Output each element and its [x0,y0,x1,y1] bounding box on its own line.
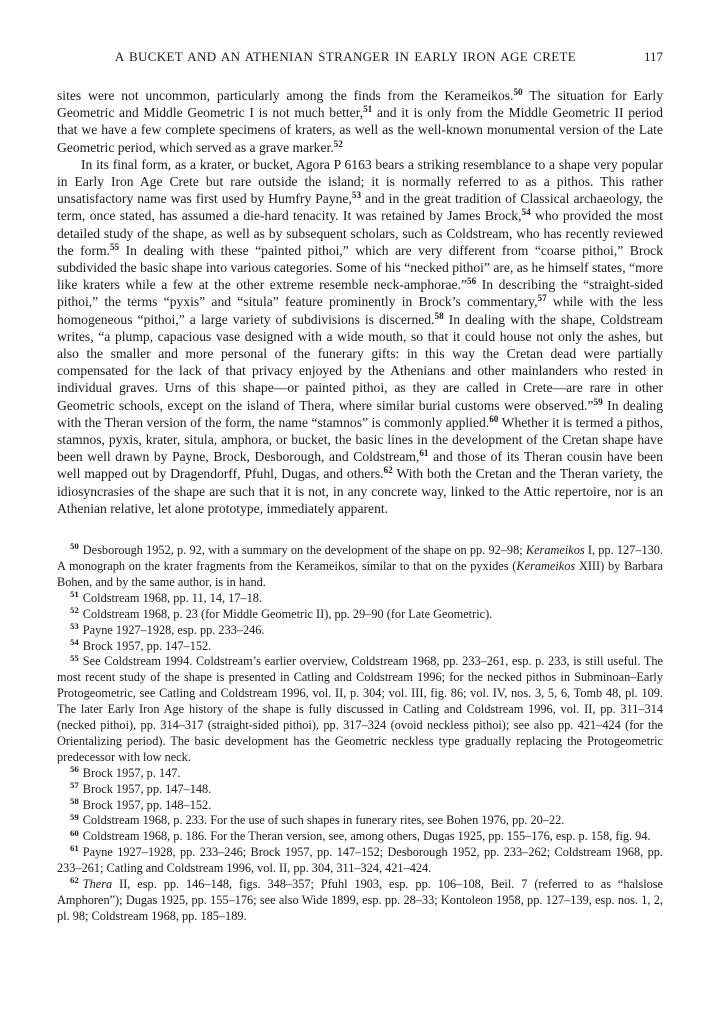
footnotes [57,543,663,925]
text-run: Coldstream 1968, p. 186. For the Theran version, see, among others, Dugas 1925, pp. 155–176, esp. p. 158, fig. 94. [82,829,651,844]
footnote-ref: 62 [383,465,393,476]
text-run: Payne 1927–1928, pp. 233–246; Brock 1957, pp. 147–152; Desborough 1952, pp. 233–262; Coldstream 1968, pp. 233–261; Catling and Coldstream 1996, vol. II, pp. 304, 311–324, 421–424. [57,845,663,876]
footnote-marker: 50 [70,541,79,552]
text-run: XIII) by Barbara Bohen, and by the same author, is in hand. [57,558,663,589]
text-run: Brock 1957, pp. 147–148. [82,781,212,796]
footnote-ref: 57 [537,293,547,304]
footnote-marker: 53 [70,620,79,631]
footnote-ref: 61 [419,448,429,459]
footnote-ref: 60 [489,413,499,424]
text-run: In its final form, as a krater, or bucket, Agora P 6163 bears a striking resemblance to a shape very popular in Early Iron Age Crete but rare outside the island; it is normally referred to as a pithos. This rather unsatisfactory name was first used by Humfry Payne, [57,156,663,207]
footnote [57,877,663,925]
paragraph [57,156,663,517]
footnote-marker: 58 [70,795,79,806]
text-run: Desborough 1952, p. 92, with a summary on the development of the shape on pp. 92–98; [82,543,526,558]
footnote-ref: 55 [109,241,120,252]
text-run: In dealing with the Theran version of the form, the name “stamnos” is commonly applied. [57,397,664,430]
text-run: The situation for Early Geometric and Middle Geometric I is not much better, [57,88,663,121]
footnote-ref: 59 [593,396,603,407]
footnote-marker: 52 [70,604,79,615]
text-run: II, esp. pp. 146–148, figs. 348–357; Pfuhl 1903, esp. pp. 106–108, Beil. 7 (referred to as “halslose Amphoren”); Dugas 1925, pp. 155–176; see also Wide 1899, esp. pp. 28–33; Kontoleon 1958, pp. 127–139, esp. nos. 1, 2, pl. 98; Coldstream 1968, pp. 185–189. [57,877,663,923]
footnote [57,604,663,623]
text-run: sites were not uncommon, particularly among the finds from the Kerameikos. [57,88,514,103]
footnote [57,779,663,798]
text-run: and in the great tradition of Classical archaeology, the term, once stated, has assumed a die-hard tenacity. It was retained by James Brock, [57,191,663,224]
footnote-ref: 58 [434,310,444,321]
footnote-marker: 56 [70,763,79,774]
text-run: With both the Cretan and the Theran variety, the idiosyncrasies of the shape are such that it is not, in any concrete way, linked to the Attic repertoire, nor is an Athenian relative, let alone prototype, immediately apparent. [57,466,663,516]
footnote-marker: 59 [70,811,79,822]
text-run: Brock 1957, pp. 148–152. [82,797,212,812]
footnote [57,654,663,765]
text-run: Brock 1957, p. 147. [82,765,181,780]
footnote-marker: 55 [70,652,79,663]
text-run: In describing the “straight-sided pithoi,” the terms “pyxis” and “situla” feature prominently in Brock’s commentary, [57,277,663,310]
text-run: Coldstream 1968, pp. 11, 14, 17–18. [82,590,263,605]
text-run: Coldstream 1968, p. 23 (for Middle Geometric II), pp. 29–90 (for Late Geometric). [82,606,493,621]
text-run: Coldstream 1968, p. 233. For the use of such shapes in funerary rites, see Bohen 1976, pp. 20–22. [82,813,565,828]
footnote-ref: 54 [521,207,531,218]
footnote [57,588,663,607]
text-run: and those of its Theran cousin have been well mapped out by Dragendorff, Pfuhl, Dugas, and others. [57,449,663,482]
italic-title: Thera [82,877,113,892]
footnote [57,845,663,877]
italic-title: Kerameikos [525,543,585,558]
footnote [57,620,663,639]
footnote-ref: 52 [333,138,343,149]
footnote-ref: 51 [363,104,373,115]
text-run: while with the less homogeneous “pithoi,” a large variety of subdivisions is discerned. [57,294,663,327]
footnote [57,829,663,845]
text-run: and it is only from the Middle Geometric II period that we have a few complete specimens of kraters, as well as the well-known monumental version of the Late Geometric period, which served as a grave marker. [57,105,663,155]
text-run: In dealing with these “painted pithoi,” which are very different from “coarse pithoi,” Brock subdivided the basic shape into various categories. Some of his “necked pithoi” are, as he himself states, “more like kraters while a few at the other extreme resemble neck-amphorae.” [57,242,663,293]
footnote-marker: 51 [70,588,79,599]
footnote [57,763,663,782]
page-header [57,49,663,65]
text-run: See Coldstream 1994. Coldstream’s earlier overview, Coldstream 1968, pp. 233–261, esp. p. 233, is still useful. The most recent study of the shape is presented in Catling and Coldstream 1996; for the necked pithos in Subminoan–Early Protogeometric, see Catling and Coldstream 1996, vol. II, p. 304; vol. III, fig. 86; vol. IV, nos. 3, 5, 6, Tomb 48, pl. 109. The later Early Iron Age history of the shape is fully discussed in Catling and Coldstream 1996, vol. II, pp. 311–314 (necked pithoi), pp. 314–317 (straight-sided pithoi), pp. 317–324 (ovoid neckless pithoi); see also pp. 421–424 (for the Orientalizing period). The basic development has the Geometric neckless type gradually replacing the Protogeometric predecessor with low neck. [57,654,663,764]
footnote-marker: 54 [70,636,79,647]
body-text [57,87,663,517]
footnote [57,813,663,829]
text-run: Brock 1957, pp. 147–152. [82,638,212,653]
footnote-ref: 50 [513,86,523,97]
italic-title: Kerameikos [516,558,576,573]
text-run: I, pp. 127–130. A monograph on the krater fragments from the Kerameikos, similar to that on the pyxides ( [57,543,663,573]
text-run: In dealing with the shape, Coldstream writes, “a plump, capacious vase designed with a wide mouth, so that it could house not only the ashes, but also the smaller and more personal of the funerary gifts: in this way the Cretan dead were partially compensated for the lack of that privacy enjoyed by the Athenians and other mainlanders who rested in individual graves. Urns of this shape—or painted pithoi, as they are called in Crete—are rare in other Geometric schools, except on the island of Thera, where similar burial customs were observed.” [57,311,663,413]
footnote [57,636,663,655]
footnote-ref: 53 [351,190,362,201]
footnote-ref: 56 [466,276,477,287]
text-run: Payne 1927–1928, esp. pp. 233–246. [82,622,265,637]
running-title: A BUCKET AND AN ATHENIAN STRANGER IN EARLY IRON AGE CRETE [114,49,577,64]
footnote-marker: 61 [70,843,79,854]
footnote-marker: 62 [70,875,79,886]
paragraph [57,87,663,156]
footnote-marker: 57 [70,779,79,790]
footnote [57,795,663,814]
page-number: 117 [643,49,663,64]
footnote-marker: 60 [70,827,79,838]
text-run: Whether it is termed a pithos, stamnos, pyxis, krater, situla, amphora, or bucket, the basic lines in the development of the Cretan shape have been well drawn by Payne, Brock, Desborough, and Coldstream, [57,414,663,465]
text-run: who provided the most detailed study of the shape, as well as by subsequent scholars, such as Coldstream, who has recently reviewed the form. [57,208,663,258]
footnote [57,543,663,591]
